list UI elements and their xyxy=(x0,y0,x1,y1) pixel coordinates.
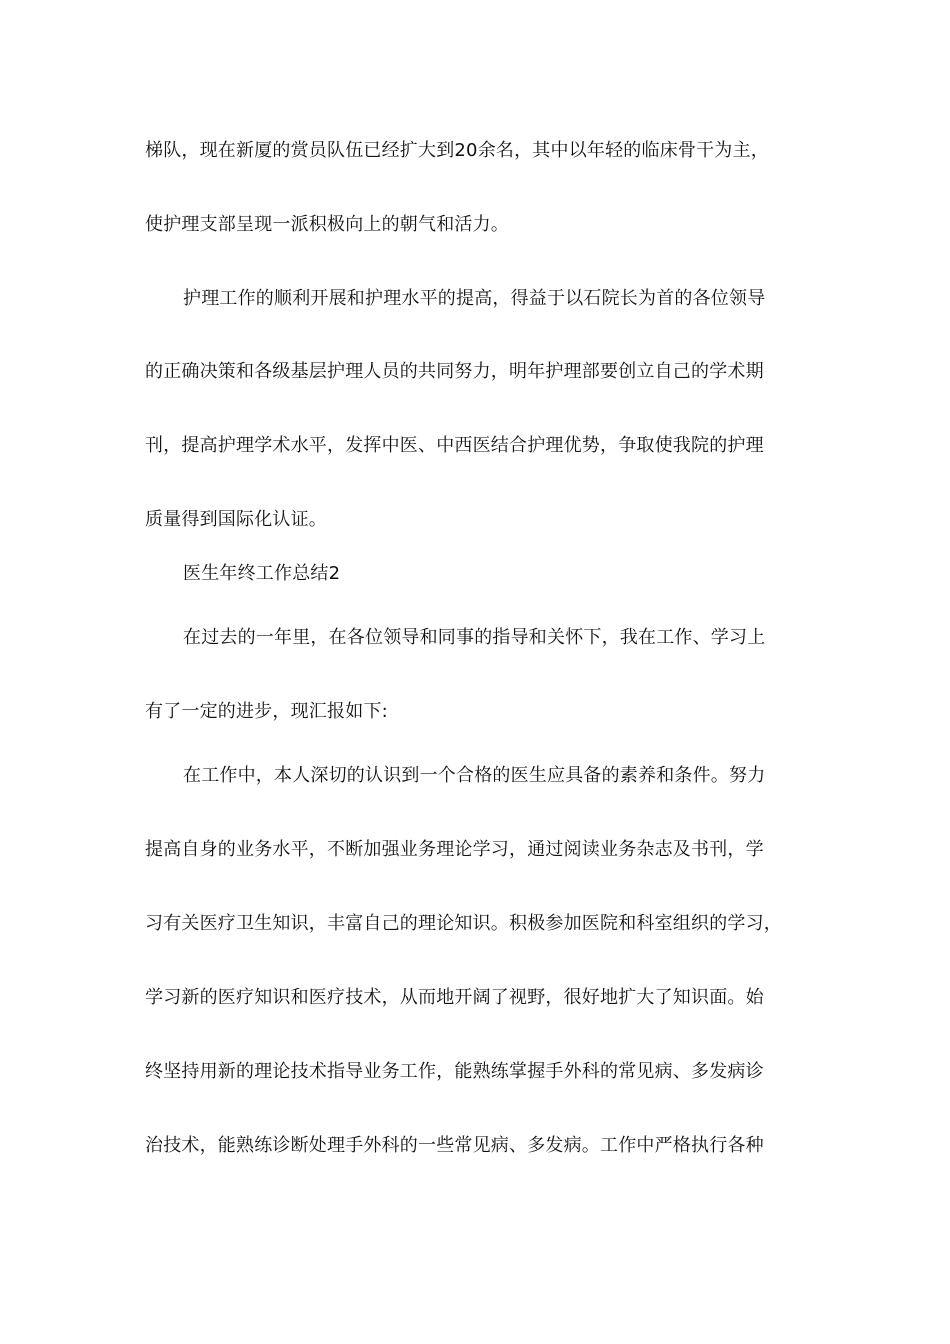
text-line-9: 有了一定的进步，现汇报如下: xyxy=(145,701,388,722)
section-title: 医生年终工作总结2 xyxy=(183,563,341,584)
text-line-12: 习有关医疗卫生知识，丰富自己的理论知识。积极参加医院和科室组织的学习， xyxy=(145,913,782,934)
text-line-2: 使护理支部呈现一派积极向上的朝气和活力。 xyxy=(145,214,509,235)
text-line-1: 梯队，现在新厦的赏员队伍已经扩大到20余名，其中以年轻的临床骨干为主， xyxy=(145,140,769,161)
paragraph-start-line-8: 在过去的一年里，在各位领导和同事的指导和关怀下，我在工作、学习上 xyxy=(183,627,766,648)
text-line-6: 质量得到国际化认证。 xyxy=(145,509,327,530)
text-line-14: 终坚持用新的理论技术指导业务工作，能熟练掌握手外科的常见病、多发病诊 xyxy=(145,1061,764,1082)
text-line-11: 提高自身的业务水平，不断加强业务理论学习，通过阅读业务杂志及书刊，学 xyxy=(145,839,764,860)
text-line-4: 的正确决策和各级基层护理人员的共同努力，明年护理部要创立自己的学术期 xyxy=(145,361,764,382)
paragraph-start-line-3: 护理工作的顺利开展和护理水平的提高，得益于以石院长为首的各位领导 xyxy=(183,288,766,309)
paragraph-start-line-10: 在工作中，本人深切的认识到一个合格的医生应具备的素养和条件。努力 xyxy=(183,765,766,786)
text-line-15: 治技术，能熟练诊断处理手外科的一些常见病、多发病。工作中严格执行各种 xyxy=(145,1135,764,1156)
text-line-13: 学习新的医疗知识和医疗技术，从而地开阔了视野，很好地扩大了知识面。始 xyxy=(145,987,764,1008)
text-line-5: 刊，提高护理学术水平，发挥中医、中西医结合护理优势，争取使我院的护理 xyxy=(145,435,764,456)
